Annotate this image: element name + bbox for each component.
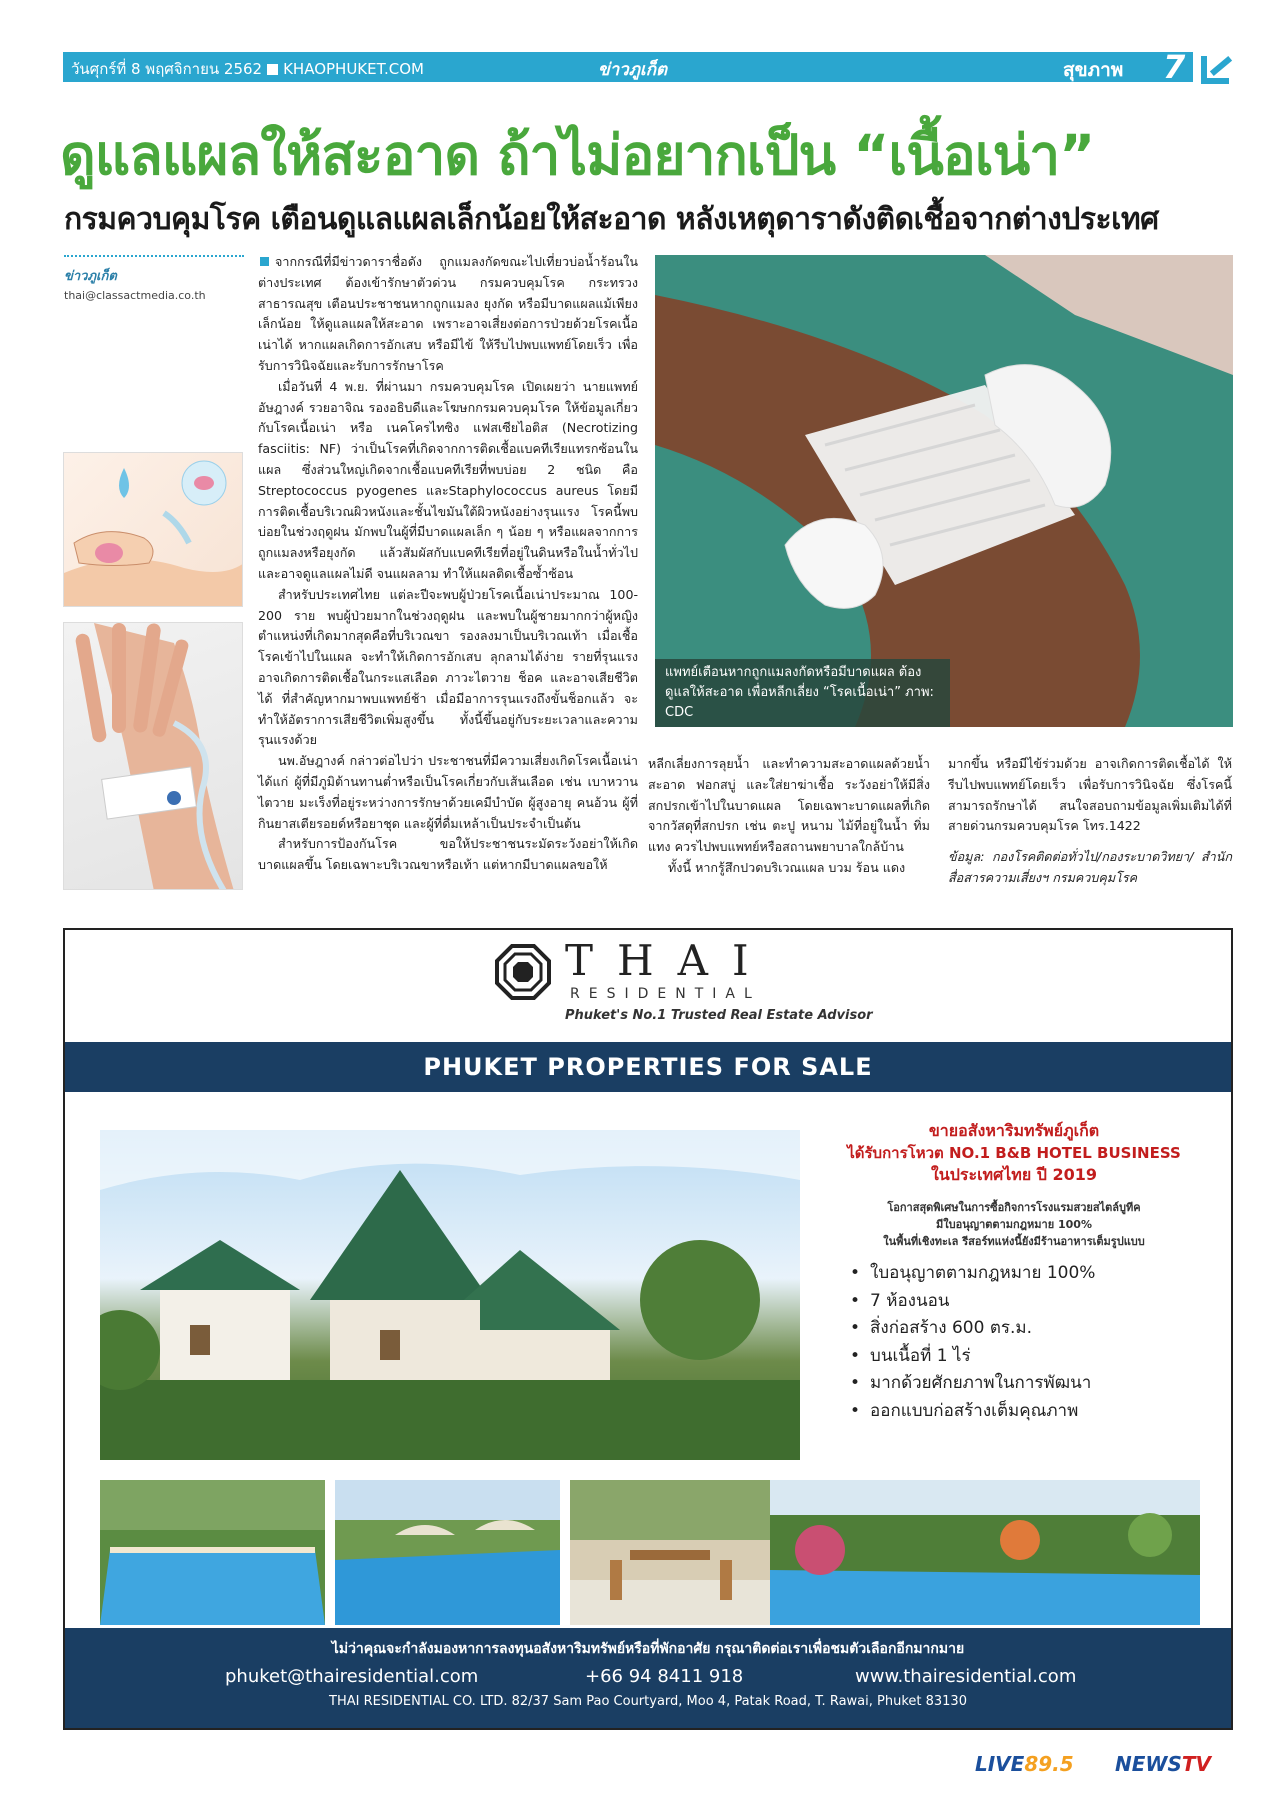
garden-pool-icon: [770, 1480, 1200, 1625]
article-paragraph: สำหรับการป้องกันโรค ขอให้ประชาชนระมัดระวังอย่าให้เกิดบาดแผลขึ้น โดยเฉพาะบริเวณขาหรือเท้า แต่หากมีบาดแผลขอให้: [258, 836, 638, 873]
ad-address: THAI RESIDENTIAL CO. LTD. 82/37 Sam Pao Courtyard, Moo 4, Patak Road, T. Rawai, Phuket 83130: [329, 1694, 967, 1709]
page-number: 7: [1163, 48, 1186, 86]
site-name: KHAOPHUKET.COM: [283, 60, 424, 78]
article-subheadline: กรมควบคุมโรค เตือนดูแลแผลเล็กน้อยให้สะอาด หลังเหตุดาราดังติดเชื้อจากต่างประเทศ: [64, 202, 1159, 237]
article-paragraph: นพ.อัษฎางค์ กล่าวต่อไปว่า ประชาชนที่มีความเสี่ยงเกิดโรคเนื้อเน่า ได้แก่ ผู้ที่มีภูมิต้านทานต่ำหรือเป็นโรคเกี่ยวกับเส้นเลือด เช่น เบาหวาน ไตวาย มะเร็งที่อยู่ระหว่างการรักษาด้วยเคมีบำบัด ผู้สูงอายุ คนอ้วน ผู้ที่กินยาสเตียรอยด์หรือยาชุด และผู้ที่ดื่มเหล้าเป็นประจำเป็นต้น: [258, 753, 638, 831]
iv-drip-icon: [64, 623, 243, 890]
corner-arrow-icon: [1193, 52, 1233, 82]
article-paragraph: หลีกเลี่ยงการลุยน้ำ และทำความสะอาดแผลด้วยน้ำสะอาด ฟอกสบู่ และใส่ยาฆ่าเชื้อ ระวังอย่าให้มีสิ่งสกปรกเข้าไปในบาดแผล โดยเฉพาะบาดแผลที่เกิดจากวัสดุที่สกปรก เช่น ตะปู หนาม ไม้ที่อยู่ในน้ำ ทิ่มแทง ควรไปพบแพทย์หรือสถานพยาบาลใกล้บ้าน: [648, 756, 930, 855]
feature-item: • สิ่งก่อสร้าง 600 ตร.ม.: [850, 1315, 1095, 1343]
offer-line-1: ขายอสังหาริมทรัพย์ภูเก็ต: [928, 1121, 1100, 1140]
ad-website[interactable]: www.thairesidential.com: [855, 1666, 1077, 1687]
article-column-1: [258, 252, 638, 876]
square-icon: [267, 64, 278, 75]
square-bullet-icon: [260, 257, 269, 266]
feature-item: • ใบอนุญาตตามกฎหมาย 100%: [850, 1260, 1095, 1288]
garden-thumbnail: [770, 1480, 1200, 1625]
photo-caption: แพทย์เตือนหากถูกแมลงกัดหรือมีบาดแผล ต้องดูแลให้สะอาด เพื่อหลีกเลี่ยง “โรคเนื้อเน่า” ภาพ: CDC: [655, 659, 950, 727]
news-tv-text: TV: [1181, 1752, 1211, 1776]
feature-list: [850, 1260, 1095, 1425]
umbrella-pool-icon: [335, 1480, 560, 1625]
ad-brand-block: [495, 936, 873, 1026]
article-source: ข้อมูล: กองโรคติดต่อทั่วไป/กองระบาดวิทยา/ สำนักสื่อสารความเสี่ยงฯ กรมควบคุมโรค: [948, 849, 1232, 885]
iv-hand-photo: [63, 622, 243, 890]
newspaper-brand: ข่าวภูเก็ต: [598, 60, 668, 80]
paragraph-text: จากกรณีที่มีข่าวดาราชื่อดัง ถูกแมลงกัดขณะไปเที่ยวบ่อน้ำร้อนในต่างประเทศ ต้องเข้ารักษาตัวด่วน กรมควบคุมโรค กระทรวงสาธารณสุข เตือนประชาชนหากถูกแมลง ยุงกัด หรือมีบาดแผลแม้เพียงเล็กน้อย ให้ดูแลแผลให้สะอาด เพราะอาจเสี่ยงต่อการป่วยด้วยโรคเนื้อเน่าได้ หากแผลเกิดการอักเสบ หรือมีไข้ ให้รีบไปพบแพทย์โดยเร็ว เพื่อรับการวินิจฉัยและรับการรักษาโรค: [258, 254, 638, 373]
leg-bandage-icon: [655, 255, 1233, 727]
article-paragraph: สำหรับประเทศไทย แต่ละปีจะพบผู้ป่วยโรคเนื้อเน่าประมาณ 100-200 ราย พบผู้ป่วยมากในช่วงฤดูฝน และพบในผู้ชายมากกว่าผู้หญิง ตำแหน่งที่เกิดมากสุดคือที่บริเวณขา รองลงมาเป็นบริเวณเท้า เมื่อเชื้อโรคเข้าไปในแผล จะทำให้เกิดการอักเสบ ลุกลามได้ง่าย รายที่รุนแรงอาจเกิดการติดเชื้อในกระแสเลือด ภาวะไตวาย ช็อค และอาจเสียชีวิตได้ ที่สำคัญหากมาพบแพทย์ช้า เมื่อมีอาการรุนแรงถึงขั้นช็อกแล้ว จะทำให้อัตราการเสียชีวิตเพิ่มสูงขึ้น ทั้งนี้ขึ้นอยู่กับระยะเวลาและความรุนแรงด้วย: [258, 586, 638, 748]
pool-thumbnail: [100, 1480, 325, 1625]
issue-date: วันศุกร์ที่ 8 พฤศจิกายน 2562: [71, 60, 263, 78]
feature-item: • ออกแบบก่อสร้างเต็มคุณภาพ: [850, 1398, 1095, 1426]
news-tv-logo: [1115, 1752, 1211, 1776]
live-logo-text: LIVE: [975, 1752, 1025, 1776]
byline: [64, 255, 244, 302]
article-column-3: [948, 754, 1232, 889]
dining-terrace-icon: [570, 1480, 795, 1625]
feature-item: • 7 ห้องนอน: [850, 1288, 1095, 1316]
article-paragraph: ทั้งนี้ หากรู้สึกปวดบริเวณแผล บวม ร้อน แดง: [668, 859, 906, 875]
byline-name: ข่าวภูเก็ต: [64, 269, 117, 284]
ad-title-band: [65, 1042, 1231, 1092]
ad-brand-sub: RESIDENTIAL: [570, 986, 761, 1002]
header-strip: [63, 48, 1233, 86]
ad-band-title: PHUKET PROPERTIES FOR SALE: [423, 1053, 873, 1081]
ad-phone[interactable]: +66 94 8411 918: [585, 1666, 744, 1687]
article-headline: ดูแลแผลให้สะอาด ถ้าไม่อยากเป็น “เนื้อเน่า”: [60, 123, 1095, 187]
header-date-line: [71, 57, 424, 81]
section-name: สุขภาพ: [1063, 59, 1124, 81]
pool-umbrella-thumbnail: [335, 1480, 560, 1625]
offer-desc-3: ในพื้นที่เชิงทะเล รีสอร์ทแห่งนี้ยังมีร้านอาหารเต็มรูปแบบ: [883, 1235, 1145, 1248]
offer-line-3: ในประเทศไทย ปี 2019: [930, 1165, 1098, 1184]
pool-photo-icon: [100, 1480, 325, 1625]
article-paragraph: มากขึ้น หรือมีไข้ร่วมด้วย อาจเกิดการติดเชื้อได้ ให้รีบไปพบแพทย์โดยเร็ว เพื่อรับการวินิจฉัย ซึ่งโรคนี้สามารถรักษาได้ สนใจสอบถามข้อมูลเพิ่มเติมได้ที่สายด่วนกรมควบคุมโรค โทร.1422: [948, 756, 1232, 834]
news-logo-text: NEWS: [1115, 1752, 1182, 1776]
byline-email: thai@classactmedia.co.th: [64, 289, 206, 302]
resort-hero-photo: [100, 1130, 800, 1460]
offer-desc-1: โอกาสสุดพิเศษในการซื้อกิจการโรงแรมสวยสไตล์บูทีค: [887, 1201, 1141, 1214]
ad-footer-tagline: ไม่ว่าคุณจะกำลังมองหาการลงทุนอสังหาริมทรัพย์หรือที่พักอาศัย กรุณาติดต่อเราเพื่อชมตัวเลือกอีกมากมาย: [331, 1641, 965, 1657]
ad-thumbnail-row: [100, 1480, 1200, 1625]
live-radio-logo: [975, 1752, 1074, 1776]
article-column-2: [648, 754, 930, 879]
offer-description: [835, 1199, 1193, 1250]
bandage-photo: [655, 255, 1233, 727]
handwashing-illustration: [63, 452, 243, 607]
ad-brand-name: THAI: [565, 936, 773, 985]
article-paragraph: [258, 252, 638, 377]
restaurant-thumbnail: [570, 1480, 795, 1625]
ad-email[interactable]: phuket@thairesidential.com: [225, 1666, 479, 1687]
feature-item: • บนเนื้อที่ 1 ไร่: [850, 1343, 1095, 1371]
ad-footer: [65, 1628, 1231, 1730]
feature-item: • มากด้วยศักยภาพในการพัฒนา: [850, 1370, 1095, 1398]
ad-slogan: Phuket's No.1 Trusted Real Estate Advisor: [565, 1008, 873, 1023]
thai-residential-ad: [63, 928, 1233, 1730]
offer-desc-2: มีใบอนุญาตตามกฎหมาย 100%: [936, 1218, 1092, 1231]
article-paragraph: เมื่อวันที่ 4 พ.ย. ที่ผ่านมา กรมควบคุมโรค เปิดเผยว่า นายแพทย์อัษฎางค์ รวยอาจิณ รองอธิบดีและโฆษกกรมควบคุมโรค ให้ข้อมูลเกี่ยวกับโรคเนื้อเน่า หรือ เนคโครไทซิง แฟสเซียไอติส (Necrotizing fasciitis: NF) ว่าเป็นโรคที่เกิดจากการติดเชื้อแบคทีเรียแทรกซ้อนในแผล ซึ่งส่วนใหญ่เกิดจากเชื้อแบคทีเรียที่พบบ่อย 2 ชนิด คือ Streptococcus pyogenes และStaphylococcus aureus โดยมีการติดเชื้อบริเวณผิวหนังและชั้นไขมันใต้ผิวหนังอย่างรุนแรง โรคนี้พบบ่อยในช่วงฤดูฝน มักพบในผู้ที่มีบาดแผลเล็ก ๆ น้อย ๆ หรือแผลจากการถูกแมลงหรือยุงกัด แล้วสัมผัสกับแบคทีเรียที่อยู่ในดินหรือในน้ำทั่วไป และอาจดูแลแผลไม่ดี จนแผลลาม ทำให้แผลติดเชื้อซ้ำซ้อน: [258, 378, 638, 581]
live-fm-text: 89.5: [1024, 1752, 1074, 1776]
wound-cleaning-icon: [64, 453, 243, 607]
thai-roof-resort-icon: [100, 1130, 800, 1460]
octagon-logo-icon: [495, 944, 551, 1000]
offer-line-2: ได้รับการโหวต NO.1 B&B HOTEL BUSINESS: [847, 1144, 1181, 1162]
